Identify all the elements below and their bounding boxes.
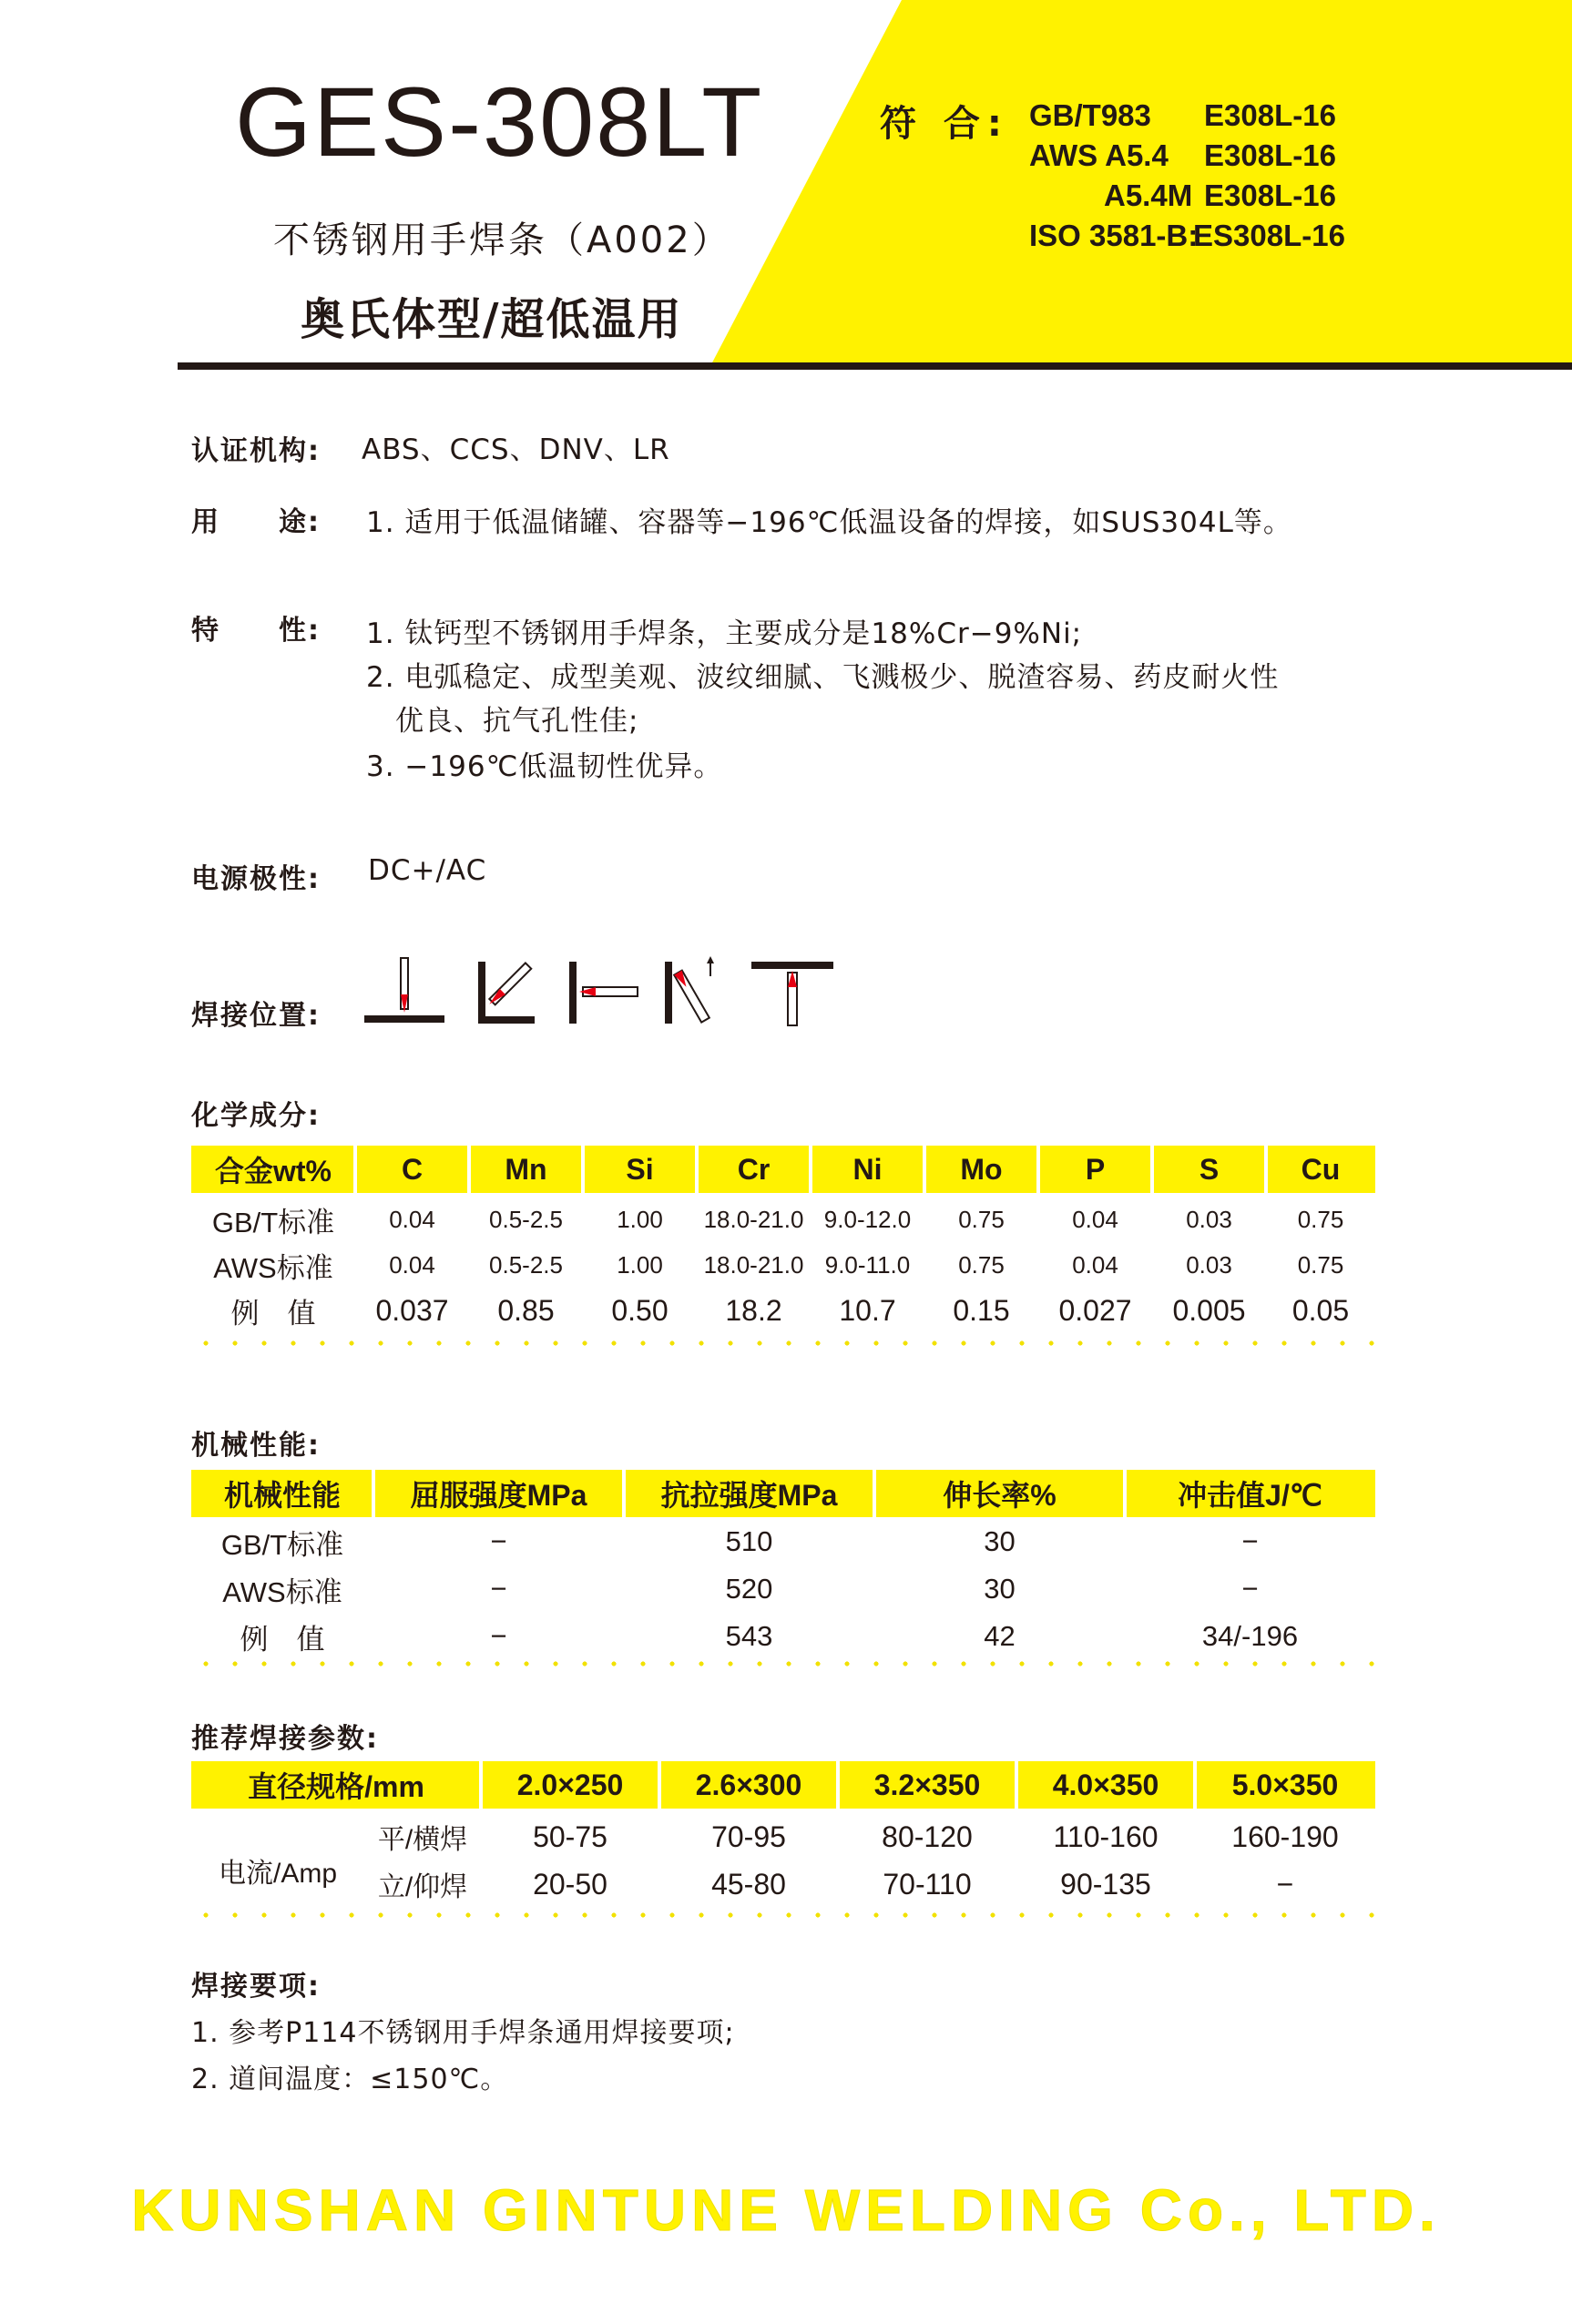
- table-cell: 0.85: [497, 1293, 555, 1327]
- table-header-cell: S: [1199, 1152, 1220, 1186]
- table-cell: 9.0-12.0: [823, 1205, 912, 1233]
- standard-grade: E308L-16: [1204, 178, 1336, 212]
- table-header-cell: 抗拉强度MPa: [660, 1479, 838, 1512]
- parameters-section-label: 推荐焊接参数:: [191, 1723, 379, 1755]
- row-label: 例 值: [240, 1623, 325, 1656]
- table-cell: 20-50: [533, 1867, 607, 1901]
- row-label: GB/T标准: [211, 1206, 335, 1238]
- table-header-cell: 5.0×350: [1231, 1768, 1339, 1801]
- row-label: 平/横焊: [377, 1825, 468, 1855]
- row-label: AWS标准: [222, 1575, 342, 1608]
- table-cell: −: [490, 1573, 507, 1605]
- table-header-cell: 伸长率%: [943, 1479, 1057, 1512]
- standard-name: GB/T983: [1029, 98, 1151, 132]
- table-cell: 45-80: [711, 1867, 786, 1901]
- table-header-cell: 机械性能: [223, 1479, 341, 1512]
- standard-grade: ES308L-16: [1193, 219, 1345, 252]
- table-header-cell: Ni: [852, 1152, 883, 1186]
- row-label: AWS标准: [213, 1251, 333, 1284]
- table-cell: 0.005: [1172, 1293, 1246, 1327]
- table-cell: 0.03: [1186, 1250, 1232, 1279]
- horizontal-position-icon: [569, 962, 638, 1024]
- welding-positions-icons: [364, 956, 838, 1029]
- table-header-cell: 冲击值J/℃: [1178, 1479, 1322, 1512]
- table-cell: 0.027: [1058, 1293, 1132, 1327]
- table-cell: 0.037: [375, 1293, 449, 1327]
- table-header-cell: Cu: [1301, 1152, 1341, 1186]
- table-cell: 9.0-11.0: [824, 1250, 911, 1279]
- table-header-cell: 直径规格/mm: [248, 1770, 424, 1803]
- table-cell: −: [1276, 1867, 1294, 1901]
- table-cell: 34/-196: [1201, 1620, 1299, 1652]
- product-subtitle: 不锈钢用手焊条（A002）: [273, 219, 731, 261]
- table-cell: 70-95: [711, 1819, 786, 1853]
- usage-label: 用 途:: [191, 506, 321, 538]
- standard-grade: E308L-16: [1204, 138, 1336, 172]
- certification-label: 认证机构:: [191, 435, 321, 467]
- mechanical-section-label: 机械性能:: [191, 1430, 321, 1462]
- standard-name: A5.4M: [1104, 178, 1193, 212]
- feature-line: 3. −196℃低温韧性优异。: [366, 750, 723, 783]
- table-header-cell: 屈服强度MPa: [410, 1479, 587, 1512]
- table-header-cell: 3.2×350: [873, 1768, 981, 1801]
- mechanical-table: [191, 1470, 1375, 1661]
- table-header-cell: Mo: [960, 1152, 1003, 1186]
- table-cell: 18.2: [725, 1293, 782, 1327]
- table-cell: 0.75: [958, 1205, 1005, 1233]
- table-cell: 0.75: [1297, 1250, 1344, 1279]
- table-cell: 80-120: [882, 1819, 973, 1853]
- table-cell: −: [490, 1620, 507, 1652]
- table-cell: −: [490, 1525, 507, 1557]
- dotted-divider: [191, 1661, 1375, 1667]
- table-header-cell: 2.6×300: [695, 1768, 802, 1801]
- table-header-cell: Si: [626, 1152, 654, 1186]
- table-cell: 70-110: [883, 1867, 972, 1901]
- standard-name: AWS A5.4: [1029, 138, 1169, 172]
- row-label: 立/仰焊: [377, 1872, 468, 1902]
- table-cell: 0.05: [1291, 1293, 1350, 1327]
- feature-line: 优良、抗气孔性佳;: [366, 705, 639, 738]
- table-cell: 30: [984, 1525, 1016, 1557]
- table-cell: 0.04: [1072, 1250, 1118, 1279]
- table-cell: 0.5-2.5: [489, 1250, 563, 1279]
- vertical-position-icon: [665, 956, 714, 1024]
- current-label: 电流/Amp: [218, 1859, 338, 1889]
- table-cell: 0.04: [1072, 1205, 1118, 1233]
- table-cell: 1.00: [617, 1250, 663, 1279]
- welding-position-label: 焊接位置:: [191, 1000, 321, 1032]
- dotted-divider: [191, 1912, 1375, 1918]
- table-cell: −: [1241, 1525, 1259, 1557]
- table-cell: 50-75: [533, 1819, 607, 1853]
- notes-section-label: 焊接要项:: [191, 1971, 321, 2003]
- row-label: 例 值: [230, 1297, 316, 1330]
- dotted-divider: [191, 1340, 1375, 1346]
- product-type: 奥氏体型/超低温用: [301, 294, 683, 345]
- row-label: GB/T标准: [220, 1528, 344, 1561]
- table-cell: 0.75: [958, 1250, 1005, 1279]
- standards-label: 符 合:: [880, 103, 1009, 145]
- table-cell: 0.5-2.5: [489, 1205, 563, 1233]
- table-cell: 0.15: [953, 1293, 1010, 1327]
- chemistry-table: [191, 1146, 1375, 1346]
- parameters-table: [191, 1761, 1375, 1907]
- table-cell: 543: [725, 1620, 773, 1652]
- table-cell: 18.0-21.0: [703, 1205, 804, 1233]
- table-cell: 0.04: [389, 1205, 435, 1233]
- table-header-cell: Mn: [505, 1152, 547, 1186]
- table-cell: 510: [725, 1525, 773, 1557]
- polarity-value: DC+/AC: [368, 854, 487, 887]
- header-divider: [178, 362, 1572, 370]
- note-line: 1. 参考P114不锈钢用手焊条通用焊接要项;: [191, 2017, 735, 2049]
- table-header-cell: C: [401, 1152, 424, 1186]
- flat-position-icon: [364, 958, 444, 1023]
- table-cell: 30: [984, 1573, 1016, 1605]
- overhead-position-icon: [751, 962, 833, 1025]
- table-cell: 520: [725, 1573, 773, 1605]
- table-cell: 110-160: [1053, 1819, 1159, 1853]
- table-cell: 42: [984, 1620, 1016, 1652]
- table-cell: 0.75: [1297, 1205, 1344, 1233]
- table-cell: 18.0-21.0: [703, 1250, 804, 1279]
- table-cell: 0.50: [611, 1293, 669, 1327]
- polarity-label: 电源极性:: [191, 863, 321, 895]
- table-cell: −: [1241, 1573, 1259, 1605]
- table-header-cell: 4.0×350: [1052, 1768, 1159, 1801]
- table-cell: 90-135: [1060, 1867, 1151, 1901]
- table-cell: 0.03: [1186, 1205, 1232, 1233]
- note-line: 2. 道间温度：≤150℃。: [191, 2064, 509, 2095]
- standard-grade: E308L-16: [1204, 98, 1336, 132]
- table-header-cell: 合金wt%: [214, 1155, 332, 1187]
- certification-value: ABS、CCS、DNV、LR: [362, 433, 670, 466]
- table-cell: 10.7: [839, 1293, 896, 1327]
- table-header-cell: Cr: [737, 1152, 771, 1186]
- feature-line: 2. 电弧稳定、成型美观、波纹细腻、飞溅极少、脱渣容易、药皮耐火性: [366, 661, 1280, 694]
- usage-text: 1. 适用于低温储罐、容器等−196℃低温设备的焊接，如SUS304L等。: [366, 506, 1292, 539]
- table-header-cell: P: [1085, 1152, 1106, 1186]
- horizontal-fillet-icon: [478, 962, 535, 1024]
- company-name-footer: KUNSHAN GINTUNE WELDING Co., LTD.: [131, 2177, 1441, 2243]
- standard-name: ISO 3581-B:: [1029, 219, 1199, 252]
- product-model-title: GES-308LT: [235, 66, 764, 177]
- table-header-cell: 2.0×250: [516, 1768, 624, 1801]
- feature-line: 1. 钛钙型不锈钢用手焊条，主要成分是18%Cr−9%Ni;: [366, 617, 1083, 650]
- table-cell: 1.00: [617, 1205, 663, 1233]
- table-cell: 160-190: [1231, 1819, 1339, 1853]
- chemistry-section-label: 化学成分:: [191, 1100, 321, 1132]
- features-label: 特 性:: [191, 615, 321, 647]
- header-yellow-banner: [0, 0, 1572, 373]
- table-cell: 0.04: [389, 1250, 435, 1279]
